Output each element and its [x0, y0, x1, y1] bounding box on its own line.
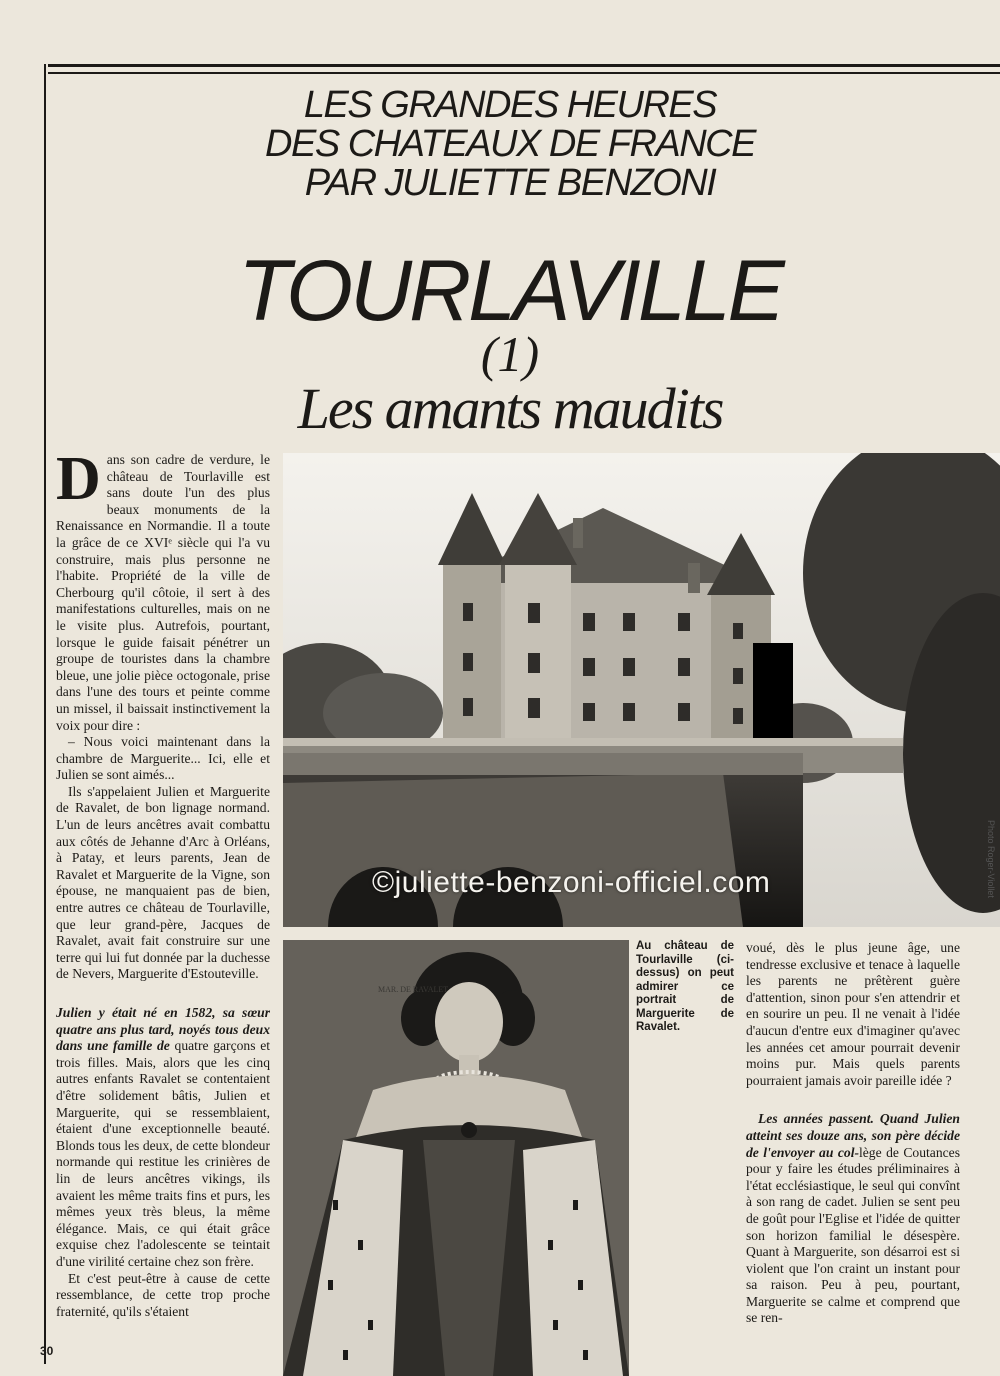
- paragraph: Et c'est peut-être à cause de cette ressemblance, de cette trop proche fraternité, qu'ils s'étaient: [56, 1270, 270, 1319]
- watermark: ©juliette-benzoni-officiel.com: [372, 866, 771, 899]
- series-title-line-1: LES GRANDES HEURES: [303, 84, 717, 126]
- paragraph: [56, 452, 270, 734]
- lead-in-text: Julien y était né en 1582, sa sœur quatre ans plus tard, noyés tous deux dans une famille de: [56, 1005, 270, 1054]
- castle-illustration: [283, 453, 1000, 927]
- portrait-photo: [283, 940, 629, 1376]
- paragraph-text: quatre garçons et trois filles. Mais, alors que les cinq autres enfants Ravalet se contentaient d'être solidement bâtis, Julien et Marguerite, qui se ressemblaient, étaient d'une exceptionnelle beauté. Blonds tous les deux, de cette blondeur normande qui restitue les crinières de lin de leurs ancêtres vikings, ils avaient les même traits fins et purs, les mêmes yeux très bleus, la même élégance. Mais, ce qui était grâce exquise chez l'adolescente se teintait d'une virilité certaine chez son frère.: [56, 1038, 270, 1269]
- article-column-3: [746, 940, 960, 1340]
- paragraph-text: ans son cadre de verdure, le château de Tourlaville est sans doute l'un des plus beaux monuments de la Renaissance en Normandie. Il a toute la grâce de ce XVIᵉ siècle qui l'a vu construire, mais plus personne ne l'habite. Propriété de la ville de Cherbourg qu'il côtoie, il sert à des manifestations culturelles, mais on ne le visite plus. Autrefois, pourtant, lorsque le guide faisait pénétrer un groupe de touristes dans la chambre bleue, une jolie pièce octogonale, prise dans l'une des tours et peinte comme un missel, il baissait instinctivement la voix pour dire :: [56, 452, 270, 733]
- paragraph: – Nous voici maintenant dans la chambre de Marguerite... Ici, elle et Julien se sont aimés...: [56, 734, 270, 783]
- paragraph: voué, dès le plus jeune âge, une tendresse exclusive et tenace à laquelle les parents ne prêtèrent guère d'attention, sinon pour s'en attendrir et en sourire un peu. Il ne venait à l'idée d'aucun d'entre eux d'imaginer qu'avec les années cet amour pourrait devenir moins pur. Mais quels parents pourraient jamais avoir pareille idée ?: [746, 940, 960, 1088]
- page-number: 30: [40, 1344, 54, 1358]
- left-border: [44, 64, 46, 1364]
- paragraph: [746, 1111, 960, 1327]
- lead-in-text: Les années passent. Quand Julien atteint ses douze ans, son père décide de l'envoyer au col-: [746, 1111, 960, 1160]
- portrait-inscription: MAR. DE RAVALET: [378, 985, 449, 994]
- series-title: [90, 86, 930, 203]
- headline: TOURLAVILLE: [238, 243, 782, 339]
- top-rule-thick: [48, 64, 1000, 67]
- part-number: (1): [480, 326, 540, 382]
- drop-cap: D: [56, 452, 101, 513]
- castle-photo: [283, 453, 1000, 927]
- series-title-line-3: PAR JULIETTE BENZONI: [304, 162, 716, 204]
- article-subtitle: Les amants maudits: [297, 376, 723, 441]
- article-column-1: [56, 452, 270, 1344]
- photo-caption: Au château de Tourlaville (ci-dessus) on peut admirer ce portrait de Marguerite de Ravalet.: [636, 940, 734, 1033]
- paragraph: [56, 1005, 270, 1271]
- portrait-illustration: [283, 940, 629, 1376]
- paragraph: Ils s'appelaient Julien et Marguerite de Ravalet, de bon lignage normand. L'un de leurs ancêtres avait combattu aux côtés de Jehanne d'Arc à Orléans, à Patay, et leurs parents, Jean de Ravalet et Marguerite de la Vigne, son épouse, ne manquaient pas de bien, entre autres ce château de Tourlaville, que leur grand-père, Jacques de Ravalet, avait fait construire sur une terre qui lui fut donnée par la duchesse de Nevers, Marguerite d'Estouteville.: [56, 783, 270, 982]
- paragraph-text: lège de Coutances pour y faire les études préliminaires à l'état ecclésiastique, le seul qui convînt à son rang de cadet. Julien se sent peu de goût pour l'Eglise et l'idée de quitter son horizon familial le désespère. Quant à Marguerite, son désarroi est si violent que l'on craint un instant pour sa raison. Peu à peu, pourtant, Marguerite se calme et comprend que se ren-: [746, 1144, 960, 1326]
- photo-credit: Photo Roger-Viollet: [986, 820, 996, 898]
- series-title-line-2: DES CHATEAUX DE FRANCE: [265, 123, 755, 165]
- top-rule-thin: [48, 72, 1000, 74]
